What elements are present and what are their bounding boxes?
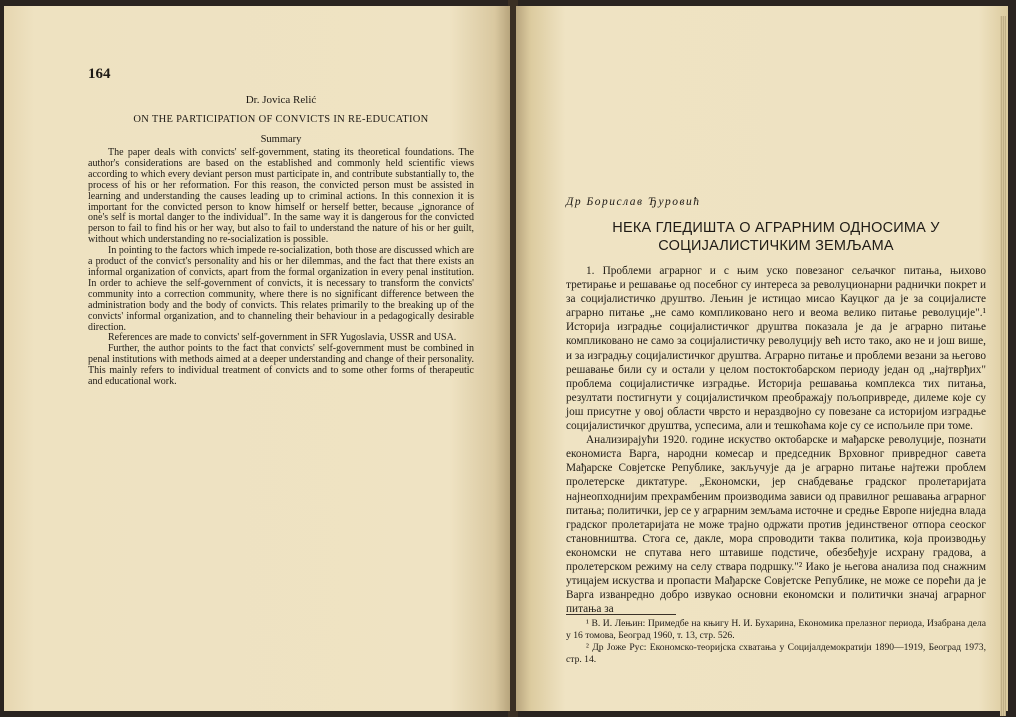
summary-heading: Summary	[260, 134, 302, 145]
body-text	[566, 264, 986, 616]
summary-paragraph: In pointing to the factors which impede re-socialization, both those are discussed which are a product of the convict's personality and his or her dilemmas, and the fact that there exists an informal organization of convicts, apart from the formal organization in every penal institution. In order to achieve the self-government of convicts, it is necessary to transform the convicts' community into a correction community, where there is no significant difference between the administration body and the body of convicts. This relates primarily to the breaking up of the convicts' informal organization, and to channeling their behaviour in a pedagogically desirable direction.	[88, 245, 474, 333]
author-name: Dr. Jovica Relić	[245, 94, 317, 106]
summary-paragraph: References are made to convicts' self-government in SFR Yugoslavia, USSR and USA.	[108, 332, 457, 344]
title-line: СОЦИЈАЛИСТИЧКИМ ЗЕМЉАМА	[658, 238, 894, 254]
footnotes	[566, 618, 986, 666]
footnote-rule	[566, 614, 676, 615]
footnote: ² Др Јоже Рус: Економско-теоријска схватања у Социјалдемократији 1890—1919, Београд 1973, стр. 14.	[566, 642, 986, 665]
summary-paragraph: The paper deals with convicts' self-government, stating its theoretical foundations. The author's considerations are based on the established and commonly held scientific views according to which every deviant person must participate in, and contribute substantially to, the process of his or her reformation. For this reason, the convicted person must be assisted in learning and understanding the causes leading up to criminal actions. In this connexion it is important for the convicted person to know himself or herself better, because „ignorance of one's self is mortal danger to the individual". In the same way it is dangerous for the convicted person to fail to find his or her way, but also to fail to understand the nature of his or her guilt, without which understanding no re-socialization is possible.	[88, 147, 474, 246]
body-paragraph: Анализирајући 1920. године искуство октобарске и мађарске револуције, познати економиста Варга, народни комесар и председник Врховног привредног савета Мађарске Совјетске Републике, закључује да је аграрно питање најтежи проблем пролетерске диктатуре. „Економски, јер снабдевање градског пролетаријата најнеопходнијим прехрамбеним производима зависи од правилног решавања аграрног питања; политички, јер се у аграрним земљама источне и средње Европе ниједна влада градског пролетаријата не може трајно одржати против јединственог отпора сеоског становништва. Стога се, дакле, мора спроводити таква политика, која производњу економски не спутава него штавише подстиче, обезбеђује исхрану градова, а пролетерском режиму на селу ствара подршку."² Иако је његова анализа под снажним утицајем искуства и пропасти Мађарске Совјетске Републике, не може се порећи да је Варга изванредно добро извукао основни економски и политички значај аграрног питања за	[566, 434, 986, 616]
left-page	[4, 6, 510, 711]
page-number: 164	[88, 66, 111, 82]
title-line: НЕКА ГЛЕДИШТА О АГРАРНИМ ОДНОСИМА У	[612, 220, 940, 236]
body-paragraph: 1. Проблеми аграрног и с њим уско повезаног сељачког питања, њихово третирање и решавање од посебног су интереса за револуционарни раднички покрет и за социјалистичко друштво. Лењин је истицао мисао Кауцког да је за социјалисте аграрно питање „не само компликовано него и веома велико питање револуције".¹ Историја изградње социјалистичког друштва показала је да је аграрно питање компликовано не само за социјалистичку револуцију већ исто тако, ако не и још више, и за изградњу социјалистичког друштва. Аграрно питање и проблеми везани за његово решавање били су и остали у целом постоктобарском периоду један од „најтврђих" проблема социјалистичке изградње. Историја решавања комплекса тих питања, резултати постигнути у социјалистичком преображају пољопривреде, дилеме које су још присутне у овој области чврсто и нераздвојно су повезане са историјом изградње социјалистичког друштва, успесима, али и тешкоћама које су се испољиле при томе.	[566, 265, 986, 433]
summary-text	[88, 148, 474, 388]
article-title: ON THE PARTICIPATION OF CONVICTS IN RE-EDUCATION	[133, 114, 429, 125]
footnote: ¹ В. И. Лењин: Примедбе на књигу Н. И. Бухарина, Економика прелазног периода, Изабрана дела у 16 томова, Београд 1960, т. 13, стр. 526.	[566, 618, 986, 641]
page-edge	[1000, 16, 1006, 716]
author-name: Др Борислав Ђуровић	[566, 196, 701, 208]
right-page	[516, 6, 1008, 711]
summary-paragraph: Further, the author points to the fact that convicts' self-government must be combined in penal institutions with methods aimed at a deeper understanding and change of their personality. This mainly refers to individual treatment of convicts and to some other forms of therapeutic and educational work.	[88, 343, 474, 388]
article-title	[566, 219, 986, 255]
